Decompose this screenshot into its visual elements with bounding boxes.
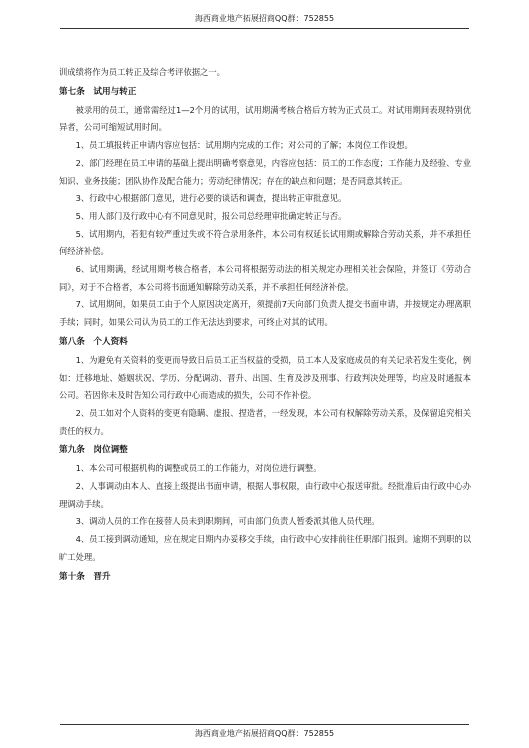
- paragraph: 2、员工如对个人资料的变更有隐瞒、虚报、捏造者，一经发现，本公司有权解除劳动关系，及保留追究相关责任的权力。: [59, 407, 471, 436]
- section-heading: 第七条 试用与转正: [59, 86, 137, 97]
- paragraph: 7、试用期间，如果员工由于个人原因决定离开，须提前7天向部门负责人提交书面申请，并按规定办理离职手续；同时，如果公司认为员工的工作无法达到要求，可终止对其的试用。: [59, 299, 471, 328]
- paragraph: 6、试用期满，经试用期考核合格者，本公司将根据劳动法的相关规定办理相关社会保险，并签订《劳动合同》，对于不合格者，本公司将书面通知解除劳动关系，并不承担任何经济补偿。: [59, 264, 471, 292]
- paragraph: 2、人事调动由本人、直接上级提出书面申请，根据人事权限，由行政中心报送审批。经批准后由行政中心办理调动手续。: [59, 481, 471, 509]
- paragraph: 5、用人部门及行政中心有不同意见时，报公司总经理审批确定转正与否。: [75, 210, 347, 221]
- paragraph: 1、员工填报转正申请内容应包括：试用期内完成的工作；对公司的了解；本岗位工作设想。: [75, 140, 413, 151]
- paragraph: 1、为避免有关资料的变更而导致日后员工正当权益的受损，员工本人及家庭成员的有关记录若发生变化，例如：迁移地址、婚姻状况、学历、分配调动、晋升、出国、生育及涉及刑事、行政判决处理等，均应及时通报本公司。若因你未及时告知公司行政中心而造成的损失，公司不作补偿。: [59, 354, 471, 401]
- page-footer: 海西商业地产拓展招商QQ群：752855: [60, 724, 469, 743]
- section-heading: 第十条 晋升: [59, 571, 111, 582]
- paragraph: 3、调动人员的工作在接替人员未到职期间，可由部门负责人暂委派其他人员代理。: [75, 516, 380, 527]
- paragraph: 2、部门经理在员工申请的基础上提出明确考察意见，内容应包括：员工的工作态度；工作能力及经验、专业知识、业务技能；团队协作及配合能力；劳动纪律情况；存在的缺点和问题；是否同意其转正。: [59, 157, 471, 186]
- paragraph: 3、行政中心根据部门意见，进行必要的谈话和调查，提出转正审批意见。: [75, 193, 347, 204]
- paragraph: 1、本公司可根据机构的调整或员工的工作能力，对岗位进行调整。: [75, 463, 322, 474]
- section-heading: 第八条 个人资料: [59, 336, 128, 347]
- page-header: 海西商业地产拓展招商QQ群：752855: [60, 10, 469, 29]
- document-body: [59, 64, 471, 587]
- section-heading: 第九条 岗位调整: [59, 445, 128, 456]
- paragraph: 训成绩将作为员工转正及综合考评依据之一。: [59, 67, 225, 77]
- paragraph: 4、员工接到调动通知，应在规定日期内办妥移交手续，由行政中心安排前往任职部门报到。逾期不到职的以旷工处理。: [59, 534, 471, 562]
- paragraph: 被录用的员工，通常需经过1—2个月的试用，试用期满考核合格后方转为正式员工。对试用期间表现特别优异者，公司可缩短试用时间。: [59, 104, 471, 133]
- paragraph: 5、试用期内，若犯有较严重过失或不符合录用条件，本公司有权延长试用期或解除合劳动关系，并不承担任何经济补偿。: [59, 228, 471, 257]
